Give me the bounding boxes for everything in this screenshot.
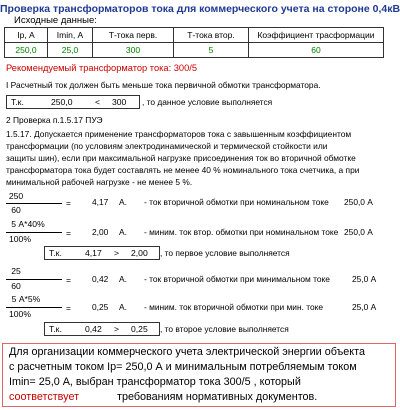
- fraction-4-ref: 25,0 А: [352, 302, 377, 312]
- check1-heading: I Расчетный ток должен быть меньше тока первичной обмотки трансформатора.: [6, 80, 321, 90]
- fraction-3-bar: [6, 279, 62, 280]
- pue-text-line: трансформации (по условиям электродинамической и термической стойкости или: [6, 141, 328, 151]
- fraction-4-eq: =: [66, 303, 71, 313]
- fraction-2-denominator: 100%: [9, 234, 31, 244]
- condition-1-box: [44, 246, 160, 260]
- conclusion-line-3: Imin= 25,0 А, выбран трансформатор тока 300/5 , который: [9, 376, 301, 388]
- page-title: Проверка трансформаторов тока для коммерческого учета на стороне 0,4кВ: [0, 3, 400, 15]
- header-ip: Iр, А: [5, 28, 48, 43]
- condition-2-b: 0,25: [131, 324, 148, 334]
- check1-rhs: 300: [112, 97, 127, 107]
- check1-op: <: [95, 97, 101, 107]
- fraction-1-description: - ток вторичной обмотки при номинальном токе: [144, 197, 329, 207]
- fraction-3-eq: =: [66, 275, 71, 285]
- header-imin: Imin, А: [48, 28, 93, 43]
- fraction-4-denominator: 100%: [9, 309, 31, 319]
- condition-2-result: , то второе условие выполняется: [160, 324, 289, 334]
- fraction-1-bar: [6, 203, 62, 204]
- fraction-4-bar: [6, 307, 62, 308]
- input-data-heading: Исходные данные:: [14, 15, 97, 26]
- pue-text-line: защиты шин), если при максимальной нагрузке присоединения ток во вторичной обмотке: [6, 153, 356, 163]
- fraction-3-numerator: 25: [11, 266, 21, 276]
- condition-1-result: , то первое условие выполняется: [160, 248, 290, 258]
- value-ct-primary: 300: [93, 43, 174, 58]
- conclusion-line-1: Для организации коммерческого учета электрической энергии объекта: [9, 346, 365, 358]
- value-ip: 250,0: [5, 43, 48, 58]
- fraction-1-numerator: 250: [8, 191, 24, 201]
- value-ct-secondary: 5: [174, 43, 249, 58]
- conclusion-line-2: с расчетным током Iр= 250,0 А и минимальным потребляемым током: [9, 361, 357, 373]
- fraction-4-numerator: 5 А*5%: [11, 294, 41, 304]
- header-ct-secondary: Т-тока втор.: [174, 28, 249, 43]
- fraction-2-eq: =: [66, 228, 71, 238]
- fraction-2-bar: [6, 232, 62, 233]
- fraction-3-value: 0,42: [92, 274, 109, 284]
- fraction-4-unit: А.: [119, 302, 127, 312]
- value-imin: 25,0: [48, 43, 93, 58]
- check1-box: [6, 95, 140, 109]
- fraction-2-ref: 250,0 А: [344, 227, 373, 237]
- fraction-3-description: - ток вторичной обмотки при минимальном токе: [144, 274, 330, 284]
- condition-2-a: 0,42: [85, 324, 102, 334]
- conclusion-box: [2, 343, 396, 407]
- condition-1-a: 4,17: [85, 248, 102, 258]
- check1-value: 250,0: [51, 97, 73, 107]
- condition-2-label: Т.к.: [49, 324, 62, 334]
- check2-heading: 2 Проверка п.1.5.17 ПУЭ: [6, 115, 103, 125]
- fraction-1-value: 4,17: [92, 197, 109, 207]
- condition-1-op: >: [114, 248, 120, 258]
- header-ratio: Коэффициент трасформации: [249, 28, 384, 43]
- fraction-4-description: - миним. ток вторичной обмотки при мин. токе: [144, 302, 324, 312]
- fraction-1-denominator: 60: [11, 205, 21, 215]
- fraction-4-value: 0,25: [92, 302, 109, 312]
- fraction-2-numerator: 5 А*40%: [11, 219, 45, 229]
- pue-text-line: 1.5.17. Допускается применение трансформаторов тока с завышенным коэффициентом: [6, 129, 352, 139]
- fraction-2-description: - миним. ток втор. обмотки при номинальном токе: [144, 227, 339, 237]
- table-values-row: [5, 43, 384, 58]
- fraction-1-ref: 250,0 А: [344, 197, 373, 207]
- header-ct-primary: Т-тока перв.: [93, 28, 174, 43]
- check1-result: , то данное условие выполняется: [142, 97, 273, 107]
- condition-1-label: Т.к.: [49, 248, 62, 258]
- fraction-3-ref: 25,0 А: [352, 274, 377, 284]
- check1-label: Т.к.: [11, 97, 24, 107]
- conclusion-status: соответствует: [9, 391, 80, 403]
- fraction-3-denominator: 60: [11, 281, 21, 291]
- condition-2-box: [44, 322, 160, 336]
- recommended-transformer: Рекомендуемый трансформатор тока: 300/5: [6, 63, 197, 73]
- condition-1-b: 2,00: [131, 248, 148, 258]
- pue-text-line: трансформатора тока будет составлять не менее 40 % номинального тока счетчика, а при: [6, 165, 360, 175]
- condition-2-op: >: [114, 324, 120, 334]
- fraction-1-eq: =: [66, 198, 71, 208]
- conclusion-line-4: требованиям нормативных документов.: [117, 391, 318, 403]
- input-data-table: [4, 27, 384, 58]
- fraction-2-value: 2,00: [92, 227, 109, 237]
- pue-text-line: минимальной рабочей нагрузке - не менее 5 %.: [6, 177, 193, 187]
- fraction-2-unit: А.: [119, 227, 127, 237]
- fraction-1-unit: А.: [119, 197, 127, 207]
- fraction-3-unit: А.: [119, 274, 127, 284]
- table-header-row: [5, 28, 384, 43]
- value-ratio: 60: [249, 43, 384, 58]
